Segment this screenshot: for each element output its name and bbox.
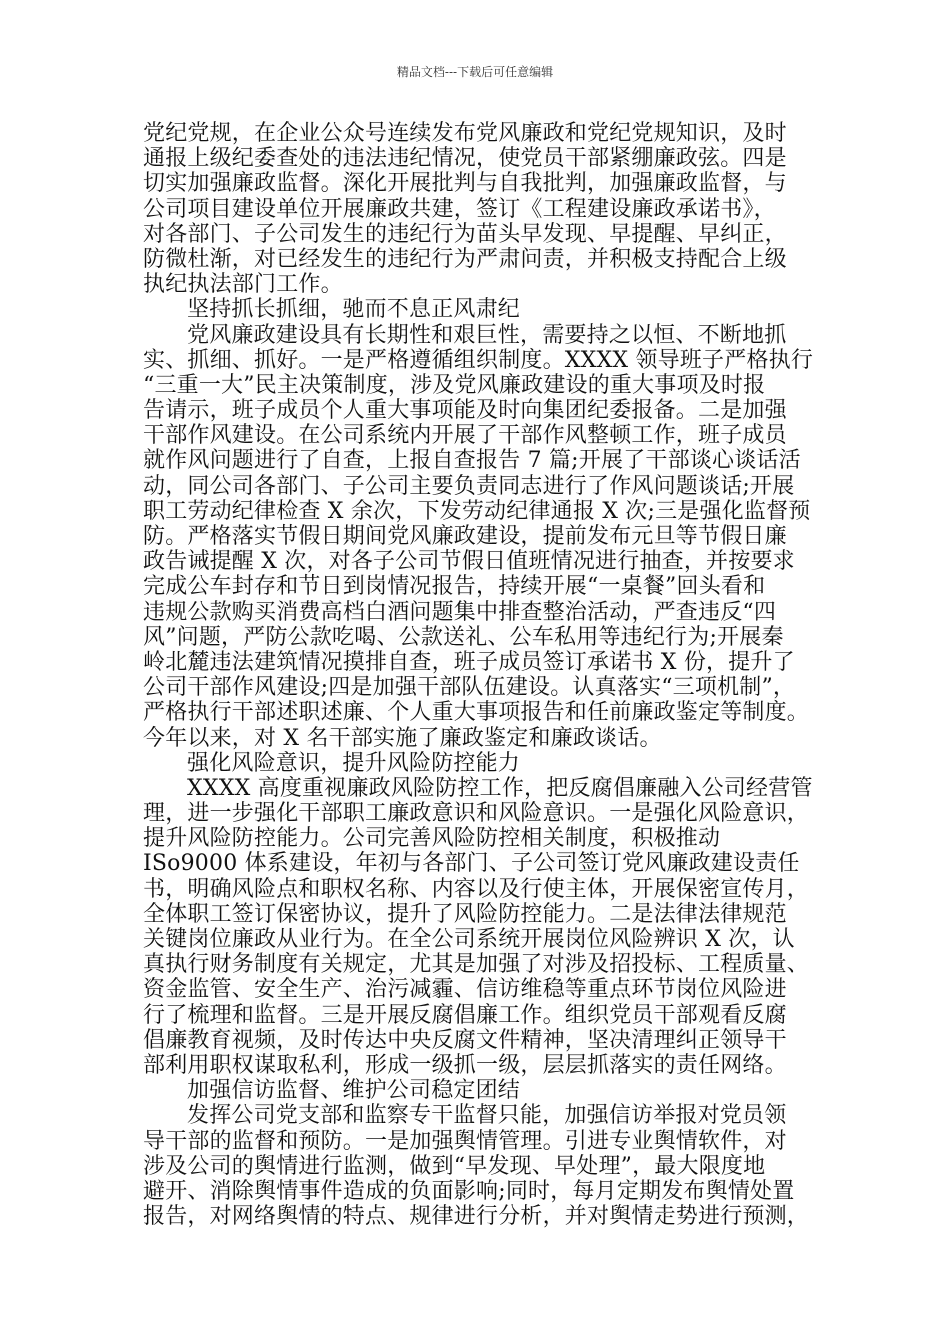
section-heading: 强化风险意识，提升风险防控能力 [187, 750, 521, 776]
text-line: 资金监管、安全生产、治污减霾、信访维稳等重点环节岗位风险进 [143, 977, 787, 1003]
text-line: 行了梳理和监督。三是开展反腐倡廉工作。组织党员干部观看反腐 [143, 1002, 787, 1028]
text-line: 岭北麓违法建筑情况摸排自查，班子成员签订承诺书 X 份，提升了 [143, 649, 795, 675]
text-line: 实、抓细、抓好。一是严格遵循组织制度。XXXX 领导班子严格执行 [143, 347, 814, 373]
text-line: 完成公车封存和节日到岗情况报告，持续开展“一桌餐”回头看和 [143, 574, 766, 600]
text-line: 理，进一步强化干部职工廉政意识和风险意识。一是强化风险意识， [143, 801, 810, 827]
text-line: 避开、消除舆情事件造成的负面影响;同时，每月定期发布舆情处置 [143, 1178, 795, 1204]
text-line: 全体职工签订保密协议，提升了风险防控能力。二是法律法律规范 [143, 901, 787, 927]
text-line: “三重一大”民主决策制度，涉及党风廉政建设的重大事项及时报 [143, 372, 766, 398]
text-line: 涉及公司的舆情进行监测，做到“早发现、早处理”，最大限度地 [143, 1153, 766, 1179]
page-header: 精品文档---下载后可任意编辑 [396, 65, 554, 79]
text-line: 今年以来，对 X 名干部实施了廉政鉴定和廉政谈话。 [143, 725, 662, 751]
text-line: 严格执行干部述职述廉、个人重大事项报告和任前廉政鉴定等制度。 [143, 700, 810, 726]
text-line: 风”问题，严防公款吃喝、公款送礼、公车私用等违纪行为;开展秦 [143, 624, 784, 650]
text-line: 对各部门、子公司发生的违纪行为苗头早发现、早提醒、早纠正， [143, 221, 787, 247]
text-line: 公司项目建设单位开展廉政共建，签订《工程建设廉政承诺书》， [143, 196, 776, 222]
text-line: 提升风险防控能力。公司完善风险防控相关制度，积极推动 [143, 826, 721, 852]
text-line: 倡廉教育视频，及时传达中央反腐文件精神，坚决清理纠正领导干 [143, 1027, 787, 1053]
text-line: ISo9000 体系建设，年初与各部门、子公司签订党风廉政建设责任 [143, 851, 800, 877]
paragraph-first-line: 发挥公司党支部和监察专干监督只能，加强信访举报对党员领 [187, 1103, 787, 1129]
text-line: 通报上级纪委查处的违法违纪情况，使党员干部紧绷廉政弦。四是 [143, 146, 787, 172]
text-line: 动，同公司各部门、子公司主要负责同志进行了作风问题谈话;开展 [143, 473, 795, 499]
text-line: 防。严格落实节假日期间党风廉政建设，提前发布元旦等节假日廉 [143, 524, 787, 549]
text-line: 公司干部作风建设;四是加强干部队伍建设。认真落实“三项机制”， [143, 675, 796, 701]
text-line: 书，明确风险点和职权名称、内容以及行使主体，开展保密宣传月， [143, 876, 810, 902]
text-line: 就作风问题进行了自查，上报自查报告 7 篇;开展了干部谈心谈话活 [143, 448, 801, 474]
text-line: 职工劳动纪律检查 X 余次，下发劳动纪律通报 X 次;三是强化监督预 [143, 498, 811, 524]
text-line: 报告，对网络舆情的特点、规律进行分析，并对舆情走势进行预测， [143, 1204, 810, 1230]
text-line: 告请示，班子成员个人重大事项能及时向集团纪委报备。二是加强 [143, 398, 787, 424]
text-line: 政告诫提醒 X 次，对各子公司节假日值班情况进行抽查，并按要求 [143, 549, 795, 575]
paragraph-first-line: XXXX 高度重视廉政风险防控工作，把反腐倡廉融入公司经营管 [187, 775, 813, 801]
text-line: 防微杜渐，对已经发生的违纪行为严肃问责，并积极支持配合上级 [143, 246, 787, 272]
text-line: 党纪党规，在企业公众号连续发布党风廉政和党纪党规知识，及时 [143, 121, 787, 146]
text-line: 关键岗位廉政从业行为。在全公司系统开展岗位风险辨识 X 次，认 [143, 927, 795, 952]
text-line: 切实加强廉政监督。深化开展批判与自我批判，加强廉政监督，与 [143, 171, 787, 197]
paragraph-first-line: 党风廉政建设具有长期性和艰巨性，需要持之以恒、不断地抓 [187, 322, 787, 348]
text-line: 导干部的监督和预防。一是加强舆情管理。引进专业舆情软件，对 [143, 1128, 787, 1154]
text-line: 干部作风建设。在公司系统内开展了干部作风整顿工作，班子成员 [143, 423, 787, 449]
text-line: 执纪执法部门工作。 [143, 272, 343, 298]
section-heading: 坚持抓长抓细，驰而不息正风肃纪 [187, 297, 521, 323]
text-line: 真执行财务制度有关规定，尤其是加强了对涉及招投标、工程质量、 [143, 952, 810, 978]
document-body [143, 121, 833, 1229]
text-line: 部利用职权谋取私利，形成一级抓一级，层层抓落实的责任网络。 [143, 1052, 787, 1078]
text-line: 违规公款购买消费高档白酒问题集中排查整治活动，严查违反“四 [143, 599, 777, 625]
section-heading: 加强信访监督、维护公司稳定团结 [187, 1078, 521, 1104]
